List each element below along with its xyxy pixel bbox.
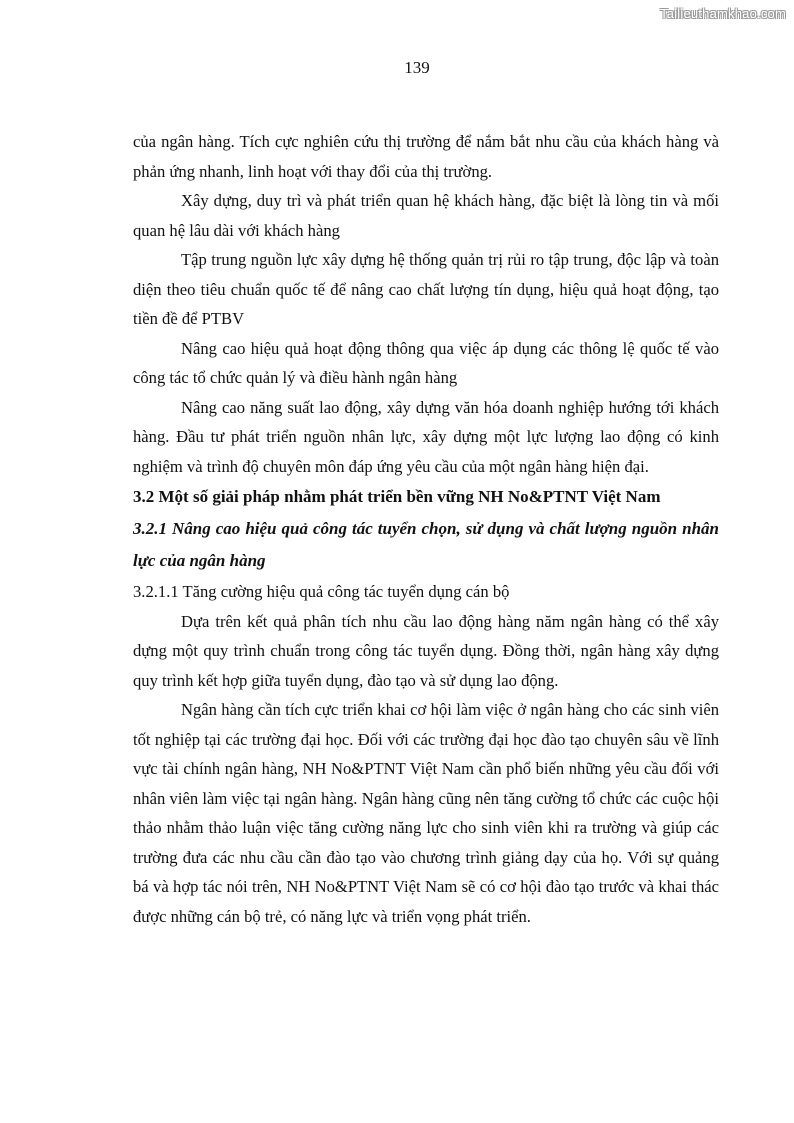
paragraph: Tập trung nguồn lực xây dựng hệ thống quản trị rủi ro tập trung, độc lập và toàn diện theo tiêu chuẩn quốc tế để nâng cao chất lượng tín dụng, hiệu quả hoạt động, tạo tiền đề để PTBV bbox=[133, 250, 719, 328]
paragraph: Nâng cao hiệu quả hoạt động thông qua việc áp dụng các thông lệ quốc tế vào công tác tổ chức quản lý và điều hành ngân hàng bbox=[133, 338, 719, 387]
subsection-heading: 3.2.1 Nâng cao hiệu quả công tác tuyển chọn, sử dụng và chất lượng nguồn nhân lực của ngân hàng bbox=[133, 519, 719, 570]
document-body bbox=[133, 127, 719, 931]
paragraph: Dựa trên kết quả phân tích nhu cầu lao động hàng năm ngân hàng có thể xây dựng một quy trình chuẩn trong công tác tuyển dụng. Đồng thời, ngân hàng xây dựng quy trình kết hợp giữa tuyển dụng, đào tạo và sử dụng lao động. bbox=[133, 611, 719, 690]
subsubsection-heading: 3.2.1.1 Tăng cường hiệu quả công tác tuyển dụng cán bộ bbox=[133, 582, 510, 601]
watermark: Tailieuthamkhao.com bbox=[660, 6, 786, 21]
paragraph: Nâng cao năng suất lao động, xây dựng văn hóa doanh nghiệp hướng tới khách hàng. Đầu tư phát triển nguồn nhân lực, xây dựng một lực lượng lao động có kinh nghiệm và trình độ chuyên môn đáp ứng yêu cầu của một ngân hàng hiện đại. bbox=[133, 397, 719, 476]
paragraph: của ngân hàng. Tích cực nghiên cứu thị trường để nắm bắt nhu cầu của khách hàng và phản ứng nhanh, linh hoạt với thay đổi của thị trường. bbox=[133, 132, 719, 181]
paragraph: Ngân hàng cần tích cực triển khai cơ hội làm việc ở ngân hàng cho các sinh viên tốt nghiệp tại các trường đại học. Đối với các trường đại học đào tạo chuyên sâu về lĩnh vực tài chính ngân hàng, NH No&PTNT Việt Nam cần phổ biến những yêu cầu đối với nhân viên làm việc tại ngân hàng. Ngân hàng cũng nên tăng cường tổ chức các cuộc hội thảo nhằm thảo luận việc tăng cường năng lực cho sinh viên khi ra trường và giúp các trường đưa các nhu cầu cần đào tạo vào chương trình giảng dạy của họ. Với sự quảng bá và hợp tác nói trên, NH No&PTNT Việt Nam sẽ có cơ hội đào tạo trước và khai thác được những cán bộ trẻ, có năng lực và triển vọng phát triển. bbox=[133, 700, 719, 926]
paragraph: Xây dựng, duy trì và phát triển quan hệ khách hàng, đặc biệt là lòng tin và mối quan hệ lâu dài với khách hàng bbox=[133, 191, 719, 240]
page-number: 139 bbox=[404, 58, 430, 77]
section-heading: 3.2 Một số giải pháp nhằm phát triển bền vững NH No&PTNT Việt Nam bbox=[133, 487, 661, 506]
